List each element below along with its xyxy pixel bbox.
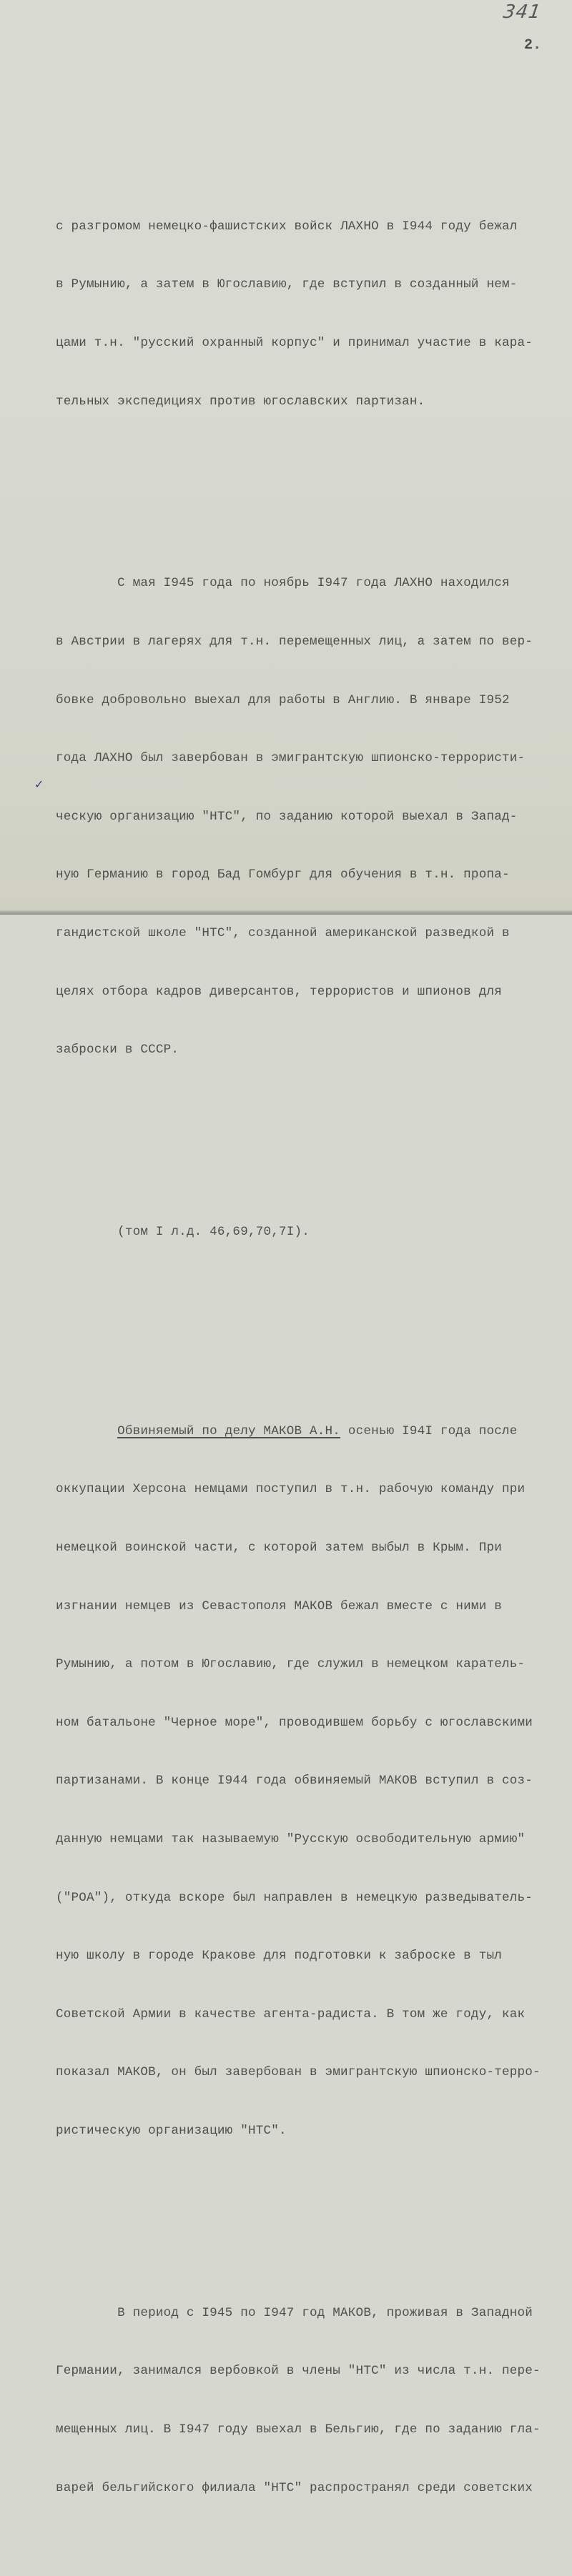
text-line: в Румынию, а затем в Югославию, где вступил в созданный нем- <box>56 277 518 292</box>
text-line-lead <box>56 1422 572 1441</box>
paragraph-lakhno-escape <box>56 178 572 450</box>
text-line: Германии, занимался вербовкой в члены "НТС" из числа т.н. пере- <box>56 2364 541 2379</box>
checkmark-icon: ✓ <box>34 777 44 791</box>
text-line: С мая I945 года по ноябрь I947 года ЛАХНО находился <box>56 576 510 591</box>
page-number: 2. <box>524 37 542 54</box>
document-body <box>56 139 572 2576</box>
text-line: целях отбора кадров диверсантов, террористов и шпионов для <box>56 984 502 999</box>
text-line: ристическую организацию "НТС". <box>56 2123 287 2138</box>
text-line: мещенных лиц. В I947 году выехал в Бельгию, где по заданию гла- <box>56 2422 541 2437</box>
indent <box>56 1424 117 1438</box>
text-line: гандистской школе "НТС", созданной американской разведкой в <box>56 925 510 940</box>
text-line: данную немцами так называемую "Русскую освободительную армию" <box>56 1831 526 1846</box>
text-line: тельных экспедициях против югославских партизан. <box>56 394 425 409</box>
text-line: партизанами. В конце I944 года обвиняемый МАКОВ вступил в соз- <box>56 1774 533 1789</box>
lead-text: осенью I94I года после <box>340 1423 518 1438</box>
text-line: показал МАКОВ, он был завербован в эмигрантскую шпионско-терро- <box>56 2065 541 2080</box>
text-line: заброски в СССР. <box>56 1043 179 1058</box>
text-line: ческую организацию "НТС", по заданию которой выехал в Запад- <box>56 809 518 824</box>
text-line: оккупации Херсона немцами поступил в т.н. рабочую команду при <box>56 1482 526 1497</box>
defendant-heading: Обвиняемый по делу МАКОВ А.Н. <box>117 1423 341 1438</box>
text-line: ную Германию в город Бад Гомбург для обучения в т.н. пропа- <box>56 867 510 882</box>
case-file-reference <box>56 1184 572 1281</box>
paragraph-makov <box>56 1383 572 2179</box>
archive-folio-number: 341 <box>501 1 543 23</box>
text-line: года ЛАХНО был завербован в эмигрантскую шпионско-террористи- <box>56 751 526 766</box>
text-line: варей бельгийского филиала "НТС" распространял среди советских <box>56 2480 533 2495</box>
text-line: цами т.н. "русский охранный корпус" и принимал участие в кара- <box>56 336 533 350</box>
text-line: (том I л.д. 46,69,70,7I). <box>56 1224 310 1239</box>
text-line: Советской Армии в качестве агента-радиста. В том же году, как <box>56 2006 526 2021</box>
text-line: немецкой воинской части, с которой затем выбыл в Крым. При <box>56 1540 502 1555</box>
paragraph-makov-1945-1947 <box>56 2264 572 2537</box>
text-line: в Австрии в лагерях для т.н. перемещенных лиц, а затем по вер- <box>56 635 533 649</box>
text-line: ном батальоне "Черное море", проводившем борьбу с югославскими <box>56 1715 533 1730</box>
text-line: Румынию, а потом в Югославию, где служил в немецком каратель- <box>56 1657 526 1672</box>
paragraph-lakhno-1945-1952 <box>56 535 572 1099</box>
text-line: ("РОА"), откуда вскоре был направлен в немецкую разведыватель- <box>56 1890 533 1905</box>
text-line: В период с I945 по I947 год МАКОВ, проживая в Западной <box>56 2305 533 2320</box>
text-line: бовке добровольно выехал для работы в Англию. В январе I952 <box>56 692 510 707</box>
text-line: с разгромом немецко-фашистских войск ЛАХНО в I944 году бежал <box>56 219 518 234</box>
text-line: изгнании немцев из Севастополя МАКОВ бежал вместе с ними в <box>56 1598 502 1613</box>
text-line: ную школу в городе Кракове для подготовки к заброске в тыл <box>56 1949 502 1964</box>
